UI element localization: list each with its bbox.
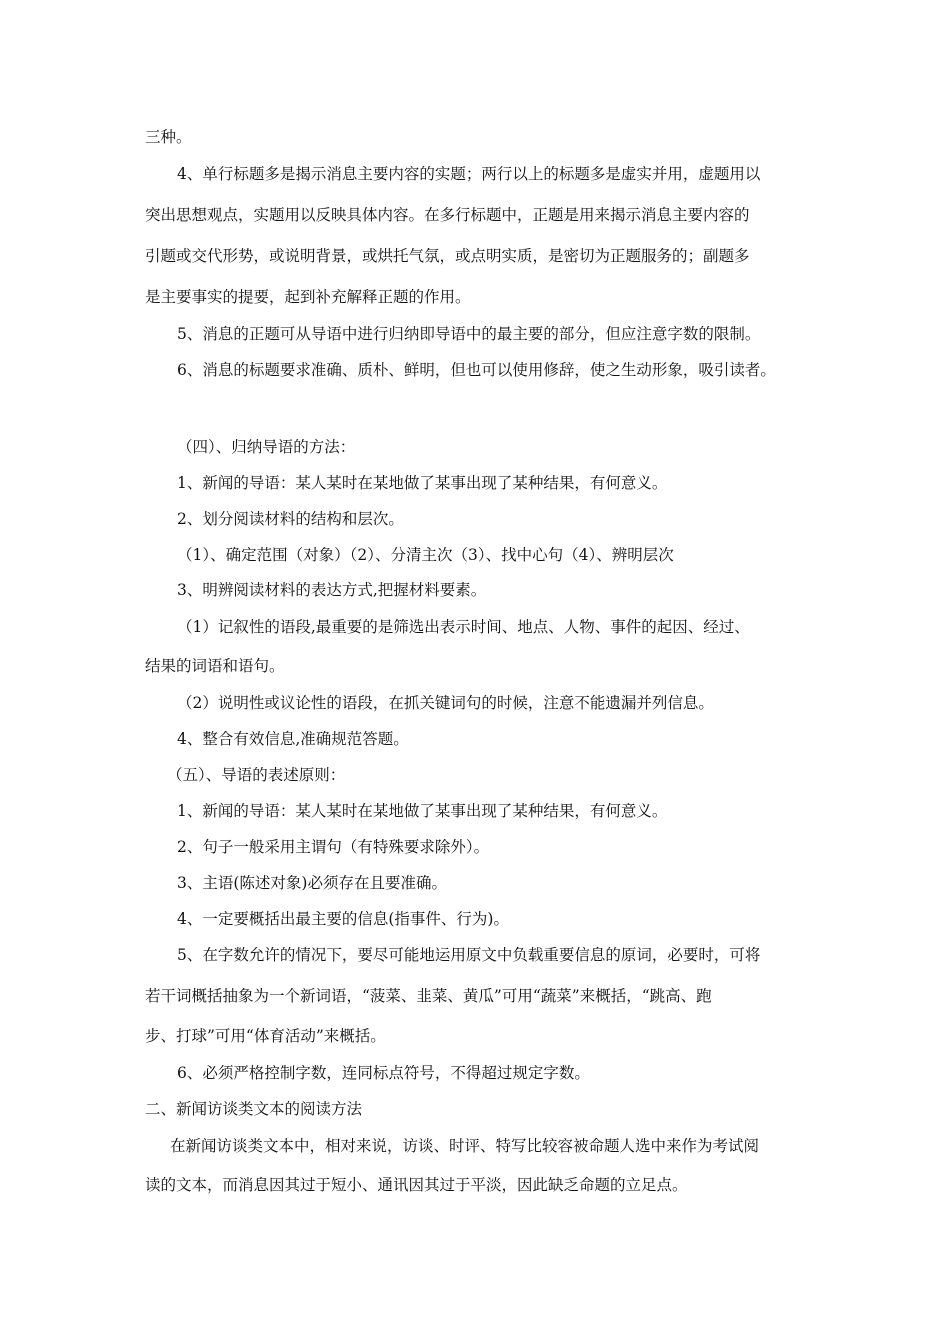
text-line: 4、单行标题多是揭示消息主要内容的实题；两行以上的标题多是虚实并用，虚题用以 (177, 165, 761, 183)
text-line: （1）、确定范围（对象）（2）、分清主次（3）、找中心句（4）、辨明层次 (177, 546, 674, 564)
text-line: 引题或交代形势，或说明背景，或烘托气氛，或点明实质，是密切为正题服务的；副题多 (145, 247, 750, 265)
text-line: 若干词概括抽象为一个新词语，“菠菜、韭菜、黄瓜”可用“蔬菜”来概括，“跳高、跑 (145, 987, 712, 1005)
text-line: （1）记叙性的语段,最重要的是筛选出表示时间、地点、人物、事件的起因、经过、 (177, 618, 750, 636)
text-line: 6、消息的标题要求准确、质朴、鲜明，但也可以使用修辞，使之生动形象，吸引读者。 (177, 361, 776, 379)
text-line: 5、消息的正题可从导语中进行归纳即导语中的最主要的部分，但应注意字数的限制。 (177, 325, 761, 343)
text-line: 在新闻访谈类文本中，相对来说，访谈、时评、特写比较容被命题人选中来作为考试阅 (170, 1137, 760, 1155)
text-line: 读的文本，而消息因其过于短小、通讯因其过于平淡，因此缺乏命题的立足点。 (145, 1176, 688, 1194)
text-line: 3、主语(陈述对象)必须存在且要准确。 (177, 874, 447, 892)
section-heading: （四）、归纳导语的方法： (177, 438, 356, 456)
text-line: 4、整合有效信息,准确规范答题。 (177, 730, 409, 748)
text-line: 突出思想观点，实题用以反映具体内容。在多行标题中，正题是用来揭示消息主要内容的 (145, 206, 750, 224)
section-heading: 二、新闻访谈类文本的阅读方法 (145, 1100, 363, 1118)
text-line: 是主要事实的提要，起到补充解释正题的作用。 (145, 288, 471, 306)
text-line: 4、一定要概括出最主要的信息(指事件、行为)。 (177, 910, 509, 928)
section-heading: （五）、导语的表述原则： (167, 766, 346, 784)
text-line: （2）说明性或议论性的语段，在抓关键词句的时候，注意不能遗漏并列信息。 (177, 694, 714, 712)
text-line: 步、打球”可用“体育活动”来概括。 (145, 1027, 386, 1045)
text-line: 2、划分阅读材料的结构和层次。 (177, 510, 404, 528)
text-line: 3、明辨阅读材料的表达方式,把握材料要素。 (177, 581, 487, 599)
text-line: 5、在字数允许的情况下，要尽可能地运用原文中负载重要信息的原词，必要时，可将 (177, 946, 761, 964)
text-line: 6、必须严格控制字数，连同标点符号，不得超过规定字数。 (177, 1064, 590, 1082)
text-line: 2、句子一般采用主谓句（有特殊要求除外）。 (177, 838, 490, 856)
text-line: 1、新闻的导语：某人某时在某地做了某事出现了某种结果，有何意义。 (177, 802, 668, 820)
text-line: 1、新闻的导语：某人某时在某地做了某事出现了某种结果，有何意义。 (177, 474, 668, 492)
text-line: 结果的词语和语句。 (145, 657, 285, 675)
text-line: 三种。 (145, 128, 192, 146)
